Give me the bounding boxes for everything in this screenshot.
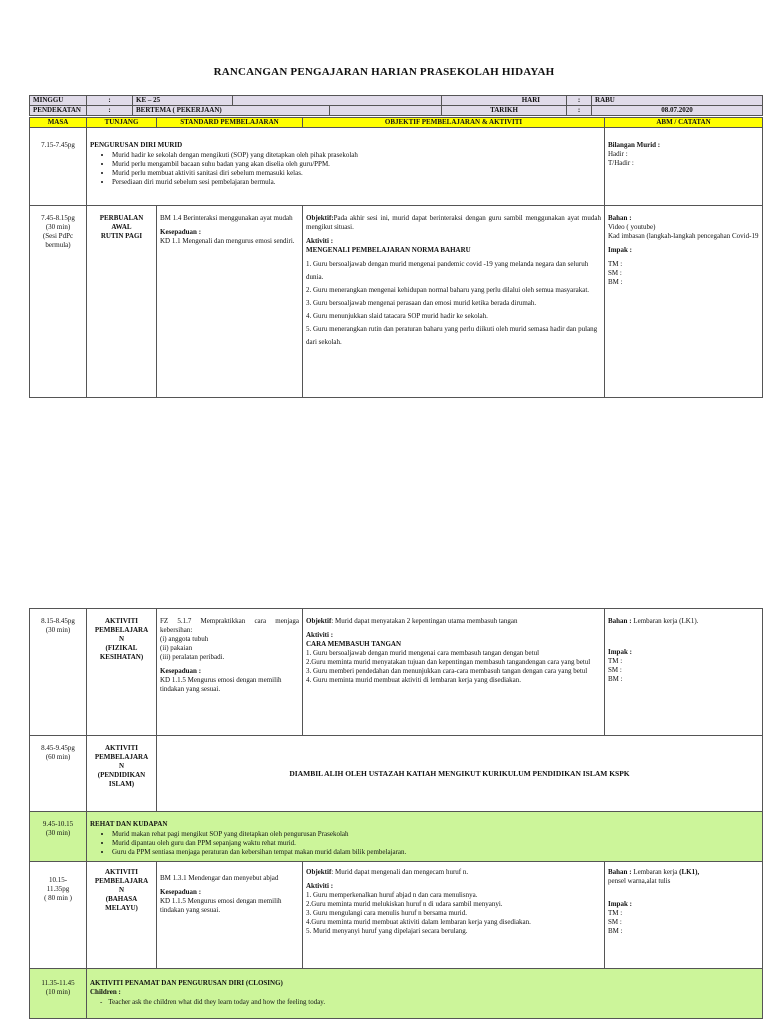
- tunjang-text: (BAHASA: [105, 895, 138, 903]
- kesepaduan-label: Kesepaduan :: [160, 888, 202, 896]
- minggu-value: KE – 25: [133, 96, 233, 106]
- col-objektif: OBJEKTIF PEMBELAJARAN & AKTIVITI: [303, 118, 605, 128]
- step-item: 3. Guru bersoaljawab mengenai perasaan dan emosi murid ketika berada dirumah.: [306, 299, 537, 307]
- pendidikan-islam-note: DIAMBIL ALIH OLEH USTAZAH KATIAH MENGIKUT KURIKULUM PENDIDIKAN ISLAM KSPK: [157, 736, 763, 812]
- tunjang-text: N: [118, 635, 125, 643]
- aktiviti-title: CARA MEMBASUH TANGAN: [306, 640, 402, 648]
- aktiviti-label: Aktiviti :: [306, 631, 334, 639]
- tunjang-text: MELAYU): [105, 904, 138, 912]
- sm-label: SM :: [608, 269, 622, 277]
- tunjang-text: KESIHATAN): [99, 653, 144, 661]
- header-table: [29, 95, 763, 116]
- hari-value: RABU: [592, 96, 763, 106]
- masa-text: (30 min): [45, 829, 71, 837]
- bahan-lk: (LK1),: [679, 868, 700, 876]
- masa-text: 7.45-8.15pg: [41, 214, 75, 222]
- tunjang-cell: [87, 206, 157, 398]
- hari-colon: :: [567, 96, 592, 106]
- list-item: • Guru da PPM sentiasa menjaga peraturan dan kebersihan tempat makan murid dalam bilik pembelajaran.: [112, 848, 759, 857]
- sm-label: SM :: [608, 918, 622, 926]
- list-item: • Murid makan rehat pagi mengikut SOP yang ditetapkan oleh pengurusan Prasekolah: [112, 830, 759, 839]
- table-row: [30, 206, 763, 398]
- step-item: 2. Guru menerangkan mengenai kehidupan normal baharu yang perlu dilalui oleh semua masyarakat.: [306, 286, 590, 294]
- bahan-text: Video ( youtube): [608, 223, 656, 231]
- masa-text: 10.15-: [48, 876, 68, 884]
- bm-label: BM :: [608, 675, 623, 683]
- bilangan-label: Bilangan Murid :: [608, 141, 661, 149]
- abm-cell: [605, 206, 763, 398]
- standard-text: BM 1.4 Berinteraksi menggunakan ayat mudah: [160, 214, 293, 222]
- masa-text: (30 min): [45, 223, 71, 231]
- aktiviti-label: Aktiviti :: [306, 237, 334, 245]
- tunjang-text: N: [118, 762, 125, 770]
- objektif-cell: [303, 609, 605, 736]
- col-tunjang: TUNJANG: [87, 118, 157, 128]
- tunjang-text: PEMBELAJARA: [94, 753, 149, 761]
- tunjang-text: ISLAM): [108, 780, 135, 788]
- impak-label: Impak :: [608, 900, 632, 908]
- masa-text: 8.15-8.45pg: [41, 617, 75, 625]
- tm-label: TM :: [608, 909, 623, 917]
- kesepaduan-label: Kesepaduan :: [160, 667, 202, 675]
- bm-label: BM :: [608, 278, 623, 286]
- masa-text: 8.45-9.45pg: [41, 744, 75, 752]
- masa-text: ( 80 min ): [44, 894, 72, 902]
- masa-cell: 7.15-7.45pg: [30, 128, 87, 206]
- masa-cell: [30, 609, 87, 736]
- sm-label: SM :: [608, 666, 622, 674]
- standard-text: (ii) pakaian: [160, 644, 193, 652]
- masa-text: 9.45-10.15: [42, 820, 74, 828]
- tarikh-value: 08.07.2020: [592, 106, 763, 116]
- aktiviti-title: MENGENALI PEMBELAJARAN NORMA BAHARU: [306, 246, 471, 254]
- masa-text: (Sesi PdPc bermula): [42, 232, 74, 249]
- masa-text: (60 min): [45, 753, 71, 761]
- schedule-table-1: [29, 127, 763, 398]
- tunjang-cell: [87, 609, 157, 736]
- objektif-text: : Murid dapat menyatakan 2 kepentingan utama membasuh tangan: [331, 617, 518, 625]
- bahan-label: Bahan :: [608, 868, 632, 876]
- abm-cell: [605, 128, 763, 206]
- step-item: 4.Guru meminta murid membuat aktiviti dalam lembaran kerja yang disediakan.: [306, 918, 531, 926]
- step-item: 1. Guru bersoaljawab dengan murid mengenai pandemic covid -19 yang melanda negara dan seluruh dunia.: [306, 260, 589, 281]
- kesepaduan-label: Kesepaduan :: [160, 228, 202, 236]
- tunjang-text: (FIZIKAL: [105, 644, 138, 652]
- kesepaduan-text: KD 1.1.5 Mengurus emosi dengan memilih tindakan yang sesuai.: [160, 897, 282, 914]
- bullet-list: [90, 151, 601, 187]
- masa-text: 11.35-11.45: [41, 979, 75, 987]
- masa-cell: [30, 969, 87, 1019]
- masa-text: 11.35pg: [46, 885, 70, 893]
- thadir-label: T/Hadir :: [608, 159, 634, 167]
- tunjang-text: PEMBELAJARA: [94, 626, 149, 634]
- tunjang-cell: [87, 862, 157, 969]
- standard-text: FZ 5.1.7 Mempraktikkan cara menjaga kebersihan:: [160, 617, 299, 634]
- table-row: [30, 609, 763, 736]
- masa-cell: [30, 862, 87, 969]
- bm-label: BM :: [608, 927, 623, 935]
- pengurusan-cell: [87, 128, 605, 206]
- objektif-text: Pada akhir sesi ini, murid dapat berinteraksi dengan guru sambil menggunakan ayat mudah mengikut situasi.: [306, 214, 601, 231]
- impak-label: Impak :: [608, 648, 632, 656]
- objektif-text: : Murid dapat mengenali dan mengecam huruf n.: [331, 868, 469, 876]
- abm-cell: [605, 609, 763, 736]
- tunjang-text: AKTIVITI: [104, 868, 139, 876]
- masa-cell: [30, 736, 87, 812]
- hadir-label: Hadir :: [608, 150, 628, 158]
- abm-cell: [605, 862, 763, 969]
- tunjang-text: PEMBELAJARA: [94, 877, 149, 885]
- step-item: 5. Guru menerangkan rutin dan peraturan baharu yang perlu diikuti oleh murid semasa hadir dan pulang dari sekolah.: [306, 325, 598, 346]
- pendekatan-value: BERTEMA ( PEKERJAAN): [133, 106, 330, 116]
- table-row: [30, 862, 763, 969]
- section-heading: PENGURUSAN DIRI MURID: [90, 141, 183, 149]
- bullet-list: [90, 998, 759, 1007]
- objektif-label: Objektif:: [306, 214, 334, 222]
- masa-text: (30 min): [45, 626, 71, 634]
- step-item: 3. Guru memberi pendedahan dan menunjukkan cara-cara membasuh tangan dengan cara yang betul: [306, 667, 588, 675]
- objektif-label: Objektif: [306, 868, 332, 876]
- bahan-label: Bahan :: [608, 214, 632, 222]
- tarikh-colon: :: [567, 106, 592, 116]
- rehat-cell: [87, 812, 763, 862]
- bahan-text: Lembaran kerja: [633, 868, 678, 876]
- pendekatan-colon: :: [87, 106, 133, 116]
- tm-label: TM :: [608, 260, 623, 268]
- pendekatan-label: PENDEKATAN: [30, 106, 87, 116]
- hari-label: HARI: [442, 96, 567, 106]
- tunjang-text: (PENDIDIKAN: [97, 771, 146, 779]
- step-item: 3. Guru mengulangi cara menulis huruf n bersama murid.: [306, 909, 467, 917]
- kesepaduan-text: KD 1.1.5 Mengurus emosi dengan memilih tindakan yang sesuai.: [160, 676, 282, 693]
- tunjang-text: AKTIVITI: [104, 617, 139, 625]
- bahan-text: Lembaran kerja (LK1).: [633, 617, 699, 625]
- standard-cell: [157, 609, 303, 736]
- tunjang-cell: [87, 736, 157, 812]
- table-row: [30, 128, 763, 206]
- bullet-list: [90, 830, 759, 857]
- tunjang-text: AWAL: [111, 223, 132, 231]
- masa-cell: [30, 206, 87, 398]
- objektif-cell: [303, 206, 605, 398]
- col-masa: MASA: [30, 118, 87, 128]
- table-row: [30, 736, 763, 812]
- tunjang-text: AKTIVITI: [104, 744, 139, 752]
- objektif-cell: [303, 862, 605, 969]
- tunjang-text: PERBUALAN: [99, 214, 144, 222]
- table-row: [30, 969, 763, 1019]
- step-item: 4. Guru menunjukkan slaid tatacara SOP murid hadir ke sekolah.: [306, 312, 488, 320]
- closing-cell: [87, 969, 763, 1019]
- step-item: 2.Guru meminta murid menyatakan tujuan dan kepentingan membasuh tangandengan cara yang betul: [306, 658, 591, 666]
- tm-label: TM :: [608, 657, 623, 665]
- bahan-text: Kad imbasan (langkah-langkah pencegahan Covid-19: [608, 232, 759, 240]
- bahan-text: pensel warna,alat tulis: [608, 877, 671, 885]
- step-item: 4. Guru meminta murid membuat aktiviti di lembaran kerja yang disediakan.: [306, 676, 521, 684]
- minggu-colon: :: [87, 96, 133, 106]
- section-heading: REHAT DAN KUDAPAN: [90, 820, 168, 828]
- minggu-label: MINGGU: [30, 96, 87, 106]
- list-item: • Murid perlu membuat aktiviti sanitasi diri sebelum memasuki kelas.: [112, 169, 601, 178]
- schedule-table-2: [29, 608, 763, 1019]
- bahan-label: Bahan :: [608, 617, 632, 625]
- table-row: [30, 812, 763, 862]
- masa-text: (10 min): [45, 988, 71, 996]
- aktiviti-label: Aktiviti :: [306, 882, 334, 890]
- kesepaduan-text: KD 1.1 Mengenali dan mengurus emosi sendiri.: [160, 237, 295, 245]
- standard-cell: [157, 862, 303, 969]
- step-item: 1. Guru bersoaljawab dengan murid mengenai cara membasuh tangan dengan betul: [306, 649, 540, 657]
- list-item: • Murid hadir ke sekolah dengan mengikuti (SOP) yang ditetapkan oleh pihak prasekolah: [112, 151, 601, 160]
- step-item: 5. Murid menyanyi huruf yang dipelajari secara berulang.: [306, 927, 468, 935]
- objektif-label: Objektif: [306, 617, 332, 625]
- list-item: • Persediaan diri murid sebelum sesi pembelajaran bermula.: [112, 178, 601, 187]
- page-title: RANCANGAN PENGAJARAN HARIAN PRASEKOLAH HIDAYAH: [213, 66, 555, 78]
- tunjang-text: RUTIN PAGI: [100, 232, 143, 240]
- tarikh-label: TARIKH: [442, 106, 567, 116]
- list-item: • Murid perlu mengambil bacaan suhu badan yang akan diselia oleh guru/PPM.: [112, 160, 601, 169]
- masa-cell: [30, 812, 87, 862]
- impak-label: Impak :: [608, 246, 632, 254]
- step-item: 1. Guru memperkenalkan huruf abjad n dan cara menulisnya.: [306, 891, 478, 899]
- standard-text: (iii) peralatan peribadi.: [160, 653, 225, 661]
- col-abm: ABM / CATATAN: [605, 118, 763, 128]
- list-item: • Murid dipantau oleh guru dan PPM sepanjang waktu rehat murid.: [112, 839, 759, 848]
- section-heading: AKTIVITI PENAMAT DAN PENGURUSAN DIRI (CLOSING): [90, 979, 283, 987]
- standard-text: BM 1.3.1 Mendengar dan menyebut abjad: [160, 874, 279, 882]
- standard-cell: [157, 206, 303, 398]
- step-item: 2.Guru meminta murid melukiskan huruf n di udara sambil menyanyi.: [306, 900, 503, 908]
- standard-text: (i) anggota tubuh: [160, 635, 209, 643]
- list-item: - Teacher ask the children what did they learn today and how the feeling today.: [112, 998, 759, 1007]
- children-label: Children :: [90, 988, 121, 996]
- tunjang-text: N: [118, 886, 125, 894]
- col-standard: STANDARD PEMBELAJARAN: [157, 118, 303, 128]
